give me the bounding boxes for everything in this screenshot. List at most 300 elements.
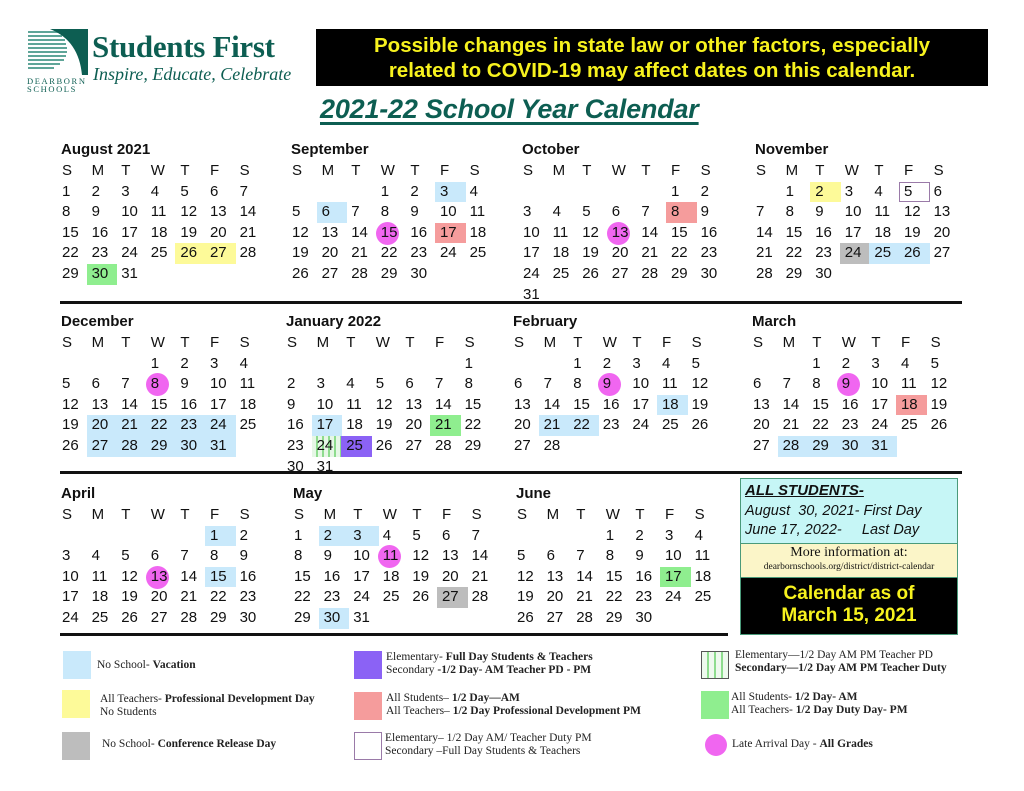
- legend-swatch-striped-teacher-pd: [701, 651, 729, 679]
- calendar-day: [634, 546, 664, 567]
- day-number: 23: [815, 244, 832, 262]
- calendar-day: [411, 546, 441, 567]
- calendar-day: [91, 374, 121, 395]
- calendar-day: [286, 457, 316, 478]
- weekday-header: W: [150, 334, 165, 351]
- day-number: 19: [121, 588, 138, 606]
- weekday-header: S: [294, 506, 305, 523]
- day-number: 9: [91, 203, 100, 221]
- day-number: 30: [635, 608, 653, 626]
- empty-day: [552, 182, 582, 203]
- banner-line-1: Possible changes in state law or other factors, especially: [374, 34, 930, 57]
- weekday-header: F: [439, 162, 450, 179]
- day-number: 15: [62, 223, 79, 241]
- legend-item-half-day-pd: [386, 692, 641, 718]
- day-number: 8: [294, 547, 303, 565]
- day-number: 9: [287, 395, 296, 413]
- day-number: 20: [514, 416, 531, 434]
- legend-swatch-elementary-full-day: [354, 651, 382, 679]
- day-number: 14: [471, 547, 489, 565]
- day-number: 10: [871, 375, 889, 393]
- day-number: 26: [517, 608, 534, 626]
- calendar-day: [933, 243, 963, 264]
- day-number: 19: [292, 244, 309, 262]
- weekday-header: M: [785, 162, 799, 179]
- day-number: 18: [150, 223, 168, 241]
- calendar-day: [441, 587, 471, 608]
- day-number: 27: [611, 264, 629, 282]
- day-number: 2: [815, 182, 824, 200]
- calendar-day: [150, 202, 180, 223]
- calendar-as-of-box: [740, 578, 958, 635]
- calendar-day: [120, 587, 150, 608]
- calendar-day: [664, 567, 694, 588]
- day-number: 27: [209, 244, 227, 262]
- calendar-day: [382, 546, 412, 567]
- day-number: 25: [346, 436, 363, 454]
- calendar-day: [209, 243, 239, 264]
- calendar-day: [434, 395, 464, 416]
- calendar-day: [552, 264, 582, 285]
- day-number: 20: [209, 223, 227, 241]
- calendar-day: [471, 587, 501, 608]
- empty-day: [755, 182, 785, 203]
- calendar-day: [546, 567, 576, 588]
- weekday-header: M: [91, 162, 105, 179]
- weekday-header: T: [815, 162, 825, 179]
- calendar-day: [321, 264, 351, 285]
- month-title: February: [513, 313, 578, 330]
- day-number: 22: [380, 244, 398, 262]
- month-title: August 2021: [61, 141, 151, 158]
- day-number: 29: [380, 264, 398, 282]
- weekday-header: T: [582, 162, 592, 179]
- day-number: 31: [121, 264, 138, 282]
- weekday-header: S: [62, 334, 73, 351]
- month-grid: [61, 161, 271, 285]
- empty-day: [291, 182, 321, 203]
- legend-swatch-half-day-pd: [354, 692, 382, 720]
- calendar-day: [575, 608, 605, 629]
- calendar-day: [664, 587, 694, 608]
- section-divider-1: [60, 301, 962, 304]
- day-number: 18: [346, 416, 363, 434]
- day-number: 24: [664, 588, 682, 606]
- calendar-day: [930, 354, 960, 375]
- calendar-day: [91, 182, 121, 203]
- calendar-day: [575, 546, 605, 567]
- weekday-header: W: [382, 506, 397, 523]
- empty-day: [404, 354, 434, 375]
- empty-day: [345, 354, 375, 375]
- day-number: 20: [933, 223, 951, 241]
- calendar-day: [694, 567, 724, 588]
- weekday-header: T: [351, 162, 361, 179]
- weekday-header: T: [180, 162, 190, 179]
- calendar-day: [814, 182, 844, 203]
- calendar-day: [411, 567, 441, 588]
- calendar-day: [933, 223, 963, 244]
- day-number: 12: [375, 395, 393, 413]
- legend-text: Secondary: [386, 664, 438, 676]
- calendar-day: [814, 223, 844, 244]
- day-number: 31: [316, 457, 334, 475]
- calendar-day: [572, 395, 602, 416]
- calendar-day: [150, 374, 180, 395]
- day-number: 12: [412, 547, 430, 565]
- day-number: 25: [694, 588, 712, 606]
- weekday-header: W: [380, 162, 395, 179]
- calendar-day: [464, 436, 494, 457]
- day-number: 12: [292, 223, 309, 241]
- day-number: 16: [323, 567, 341, 585]
- day-number: 22: [812, 416, 829, 434]
- calendar-day: [605, 587, 635, 608]
- calendar-day: [552, 202, 582, 223]
- calendar-day: [179, 202, 209, 223]
- day-number: 31: [353, 608, 370, 626]
- calendar-day: [752, 374, 782, 395]
- weekday-header: W: [150, 506, 165, 523]
- empty-day: [150, 526, 180, 547]
- calendar-day: [239, 243, 269, 264]
- legend-text-bold: Conference Release Day: [157, 738, 277, 750]
- day-number: 7: [756, 203, 765, 221]
- day-number: 24: [209, 416, 227, 434]
- day-number: 11: [382, 547, 399, 565]
- day-number: 13: [321, 223, 339, 241]
- calendar-day: [811, 415, 841, 436]
- calendar-day: [239, 223, 269, 244]
- day-number: 25: [382, 588, 400, 606]
- day-number: 19: [517, 588, 534, 606]
- calendar-day: [464, 415, 494, 436]
- empty-day: [120, 526, 150, 547]
- calendar-day: [239, 182, 269, 203]
- day-number: 7: [434, 375, 444, 393]
- day-number: 11: [694, 547, 711, 565]
- month-november: [755, 141, 965, 285]
- day-number: 21: [434, 416, 452, 434]
- day-number: 29: [605, 608, 623, 626]
- day-number: 13: [441, 547, 459, 565]
- calendar-day: [464, 395, 494, 416]
- day-number: 27: [91, 436, 109, 454]
- calendar-day: [323, 567, 353, 588]
- legend-text-bold: 1/2 Day Professional Development PM: [452, 705, 641, 717]
- day-number: 21: [756, 244, 773, 262]
- day-number: 28: [756, 264, 773, 282]
- day-number: 15: [209, 567, 227, 585]
- day-number: 6: [321, 203, 330, 221]
- day-number: 28: [543, 436, 561, 454]
- calendar-day: [640, 223, 670, 244]
- legend-text: No Students: [100, 706, 157, 718]
- calendar-day: [933, 202, 963, 223]
- calendar-day: [91, 243, 121, 264]
- calendar-day: [61, 608, 91, 629]
- day-number: 29: [62, 264, 79, 282]
- more-info-link[interactable]: dearbornschools.org/district/district-calendar: [763, 562, 935, 572]
- day-number: 19: [691, 395, 709, 413]
- calendar-day: [352, 526, 382, 547]
- calendar-day: [291, 264, 321, 285]
- calendar-day: [91, 567, 121, 588]
- day-number: 5: [903, 182, 913, 200]
- day-number: 3: [844, 182, 854, 200]
- day-number: 3: [523, 203, 532, 221]
- weekday-header: T: [180, 334, 190, 351]
- calendar-day: [239, 608, 269, 629]
- calendar-day: [380, 182, 410, 203]
- day-number: 26: [930, 416, 948, 434]
- day-number: 12: [582, 223, 599, 241]
- calendar-day: [900, 395, 930, 416]
- empty-day: [316, 354, 346, 375]
- legend-text: No School-: [102, 738, 158, 750]
- calendar-day: [91, 264, 121, 285]
- day-number: 11: [900, 375, 917, 393]
- day-number: 5: [412, 526, 421, 544]
- day-number: 14: [180, 567, 198, 585]
- calendar-day: [873, 202, 903, 223]
- calendar-day: [670, 223, 700, 244]
- day-number: 20: [546, 588, 564, 606]
- calendar-day: [522, 264, 552, 285]
- day-number: 23: [841, 416, 859, 434]
- weekday-header: T: [121, 506, 131, 523]
- weekday-header: F: [441, 506, 452, 523]
- day-number: 16: [815, 223, 832, 241]
- first-day-text: August 30, 2021- First Day: [745, 503, 922, 519]
- day-number: 22: [294, 588, 311, 606]
- calendar-day: [404, 374, 434, 395]
- day-number: 13: [209, 203, 227, 221]
- day-number: 10: [316, 395, 334, 413]
- day-number: 17: [632, 395, 650, 413]
- weekday-header: T: [410, 162, 420, 179]
- legend-text: No School-: [97, 659, 153, 671]
- calendar-day: [382, 526, 412, 547]
- empty-day: [321, 182, 351, 203]
- day-number: 24: [523, 264, 540, 282]
- covid-notice-banner: [316, 29, 988, 86]
- day-number: 30: [323, 608, 341, 626]
- day-number: 10: [844, 203, 862, 221]
- calendar-day: [605, 567, 635, 588]
- key-dates-box: [740, 478, 958, 544]
- day-number: 28: [180, 608, 198, 626]
- calendar-day: [120, 608, 150, 629]
- day-number: 4: [900, 354, 910, 372]
- day-number: 8: [812, 375, 821, 393]
- day-number: 7: [641, 203, 650, 221]
- day-number: 27: [933, 244, 951, 262]
- calendar-day: [239, 374, 269, 395]
- day-number: 10: [523, 223, 540, 241]
- calendar-day: [179, 587, 209, 608]
- day-number: 17: [353, 567, 370, 585]
- day-number: 8: [605, 547, 615, 565]
- day-number: 11: [874, 203, 890, 221]
- weekday-header: M: [316, 334, 330, 351]
- calendar-day: [239, 587, 269, 608]
- day-number: 2: [635, 526, 644, 544]
- calendar-day: [903, 223, 933, 244]
- calendar-day: [316, 374, 346, 395]
- day-number: 7: [121, 375, 130, 393]
- weekday-header: T: [573, 334, 583, 351]
- legend-text: All Teachers–: [386, 705, 453, 717]
- day-number: 28: [641, 264, 659, 282]
- calendar-day: [605, 546, 635, 567]
- day-number: 22: [785, 244, 803, 262]
- empty-day: [350, 182, 380, 203]
- weekday-header: M: [543, 334, 557, 351]
- day-number: 20: [150, 588, 168, 606]
- weekday-header: S: [514, 334, 525, 351]
- day-number: 28: [121, 436, 138, 454]
- month-title: September: [291, 141, 369, 158]
- calendar-day: [870, 415, 900, 436]
- day-number: 17: [316, 416, 334, 434]
- day-number: 1: [573, 354, 582, 372]
- day-number: 26: [121, 608, 138, 626]
- day-number: 23: [410, 244, 428, 262]
- day-number: 4: [552, 203, 561, 221]
- empty-day: [286, 354, 316, 375]
- legend-text: Elementary-: [386, 651, 446, 663]
- day-number: 14: [543, 395, 561, 413]
- day-number: 29: [785, 264, 803, 282]
- calendar-day: [150, 546, 180, 567]
- day-number: 15: [812, 395, 829, 413]
- day-number: 25: [150, 244, 168, 262]
- day-number: 25: [552, 264, 570, 282]
- calendar-day: [61, 223, 91, 244]
- day-number: 12: [62, 395, 79, 413]
- day-number: 24: [353, 588, 370, 606]
- day-number: 27: [441, 588, 459, 606]
- month-grid: [291, 161, 501, 285]
- weekday-header: S: [62, 506, 73, 523]
- day-number: 24: [439, 244, 457, 262]
- dearborn-logo-icon: [28, 29, 88, 77]
- day-number: 1: [785, 182, 794, 200]
- calendar-day: [179, 374, 209, 395]
- calendar-day: [661, 374, 691, 395]
- legend-text-bold: 1/2 Day Duty Day- PM: [795, 704, 908, 716]
- day-number: 2: [323, 526, 332, 544]
- calendar-day: [209, 436, 239, 457]
- day-number: 8: [380, 203, 390, 221]
- month-october: [522, 141, 732, 305]
- day-number: 21: [351, 244, 368, 262]
- weekday-header: S: [930, 334, 941, 351]
- calendar-day: [694, 587, 724, 608]
- weekday-header: T: [405, 334, 415, 351]
- calendar-day: [434, 436, 464, 457]
- day-number: 27: [321, 264, 339, 282]
- calendar-day: [543, 374, 573, 395]
- weekday-header: M: [321, 162, 335, 179]
- day-number: 24: [632, 416, 650, 434]
- calendar-day: [664, 526, 694, 547]
- day-number: 23: [91, 244, 109, 262]
- day-number: 4: [661, 354, 671, 372]
- calendar-day: [439, 182, 469, 203]
- day-number: 1: [380, 182, 390, 200]
- day-number: 14: [756, 223, 773, 241]
- empty-day: [782, 354, 812, 375]
- day-number: 29: [812, 436, 829, 454]
- legend-text-bold: 1/2 Day—AM: [451, 692, 520, 704]
- day-number: 15: [573, 395, 590, 413]
- calendar-day: [602, 415, 632, 436]
- calendar-day: [572, 354, 602, 375]
- calendar-day: [634, 526, 664, 547]
- month-title: March: [752, 313, 797, 330]
- day-number: 3: [316, 375, 325, 393]
- calendar-day: [150, 354, 180, 375]
- calendar-day: [345, 415, 375, 436]
- calendar-day: [239, 395, 269, 416]
- calendar-day: [543, 395, 573, 416]
- day-number: 18: [661, 395, 679, 413]
- empty-day: [120, 354, 150, 375]
- weekday-header: S: [523, 162, 534, 179]
- empty-day: [61, 354, 91, 375]
- day-number: 2: [841, 354, 851, 372]
- day-number: 20: [611, 244, 629, 262]
- banner-line-2: related to COVID-19 may affect dates on this calendar.: [388, 59, 916, 82]
- calendar-day: [380, 223, 410, 244]
- weekday-header: W: [611, 162, 626, 179]
- day-number: 10: [353, 547, 370, 565]
- day-number: 10: [62, 567, 79, 585]
- day-number: 19: [412, 567, 430, 585]
- day-number: 22: [605, 588, 623, 606]
- calendar-day: [546, 608, 576, 629]
- day-number: 1: [464, 354, 473, 372]
- calendar-day: [785, 264, 815, 285]
- calendar-day: [513, 374, 543, 395]
- day-number: 31: [871, 436, 889, 454]
- day-number: 26: [582, 264, 599, 282]
- day-number: 1: [670, 182, 680, 200]
- calendar-day: [464, 354, 494, 375]
- day-number: 21: [543, 416, 561, 434]
- day-number: 10: [439, 203, 457, 221]
- calendar-day: [670, 202, 700, 223]
- day-number: 12: [930, 375, 948, 393]
- calendar-day: [120, 243, 150, 264]
- day-number: 16: [602, 395, 620, 413]
- calendar-day: [546, 587, 576, 608]
- day-number: 13: [91, 395, 109, 413]
- more-info-label: More information at:: [790, 545, 908, 560]
- legend-item-late-arrival: [732, 738, 873, 751]
- calendar-day: [903, 202, 933, 223]
- day-number: 15: [785, 223, 803, 241]
- calendar-day: [439, 223, 469, 244]
- calendar-day: [640, 264, 670, 285]
- day-number: 17: [523, 244, 540, 262]
- day-number: 28: [239, 244, 257, 262]
- legend-item-pd-day: [100, 693, 315, 719]
- day-number: 25: [874, 244, 892, 262]
- calendar-day: [409, 243, 439, 264]
